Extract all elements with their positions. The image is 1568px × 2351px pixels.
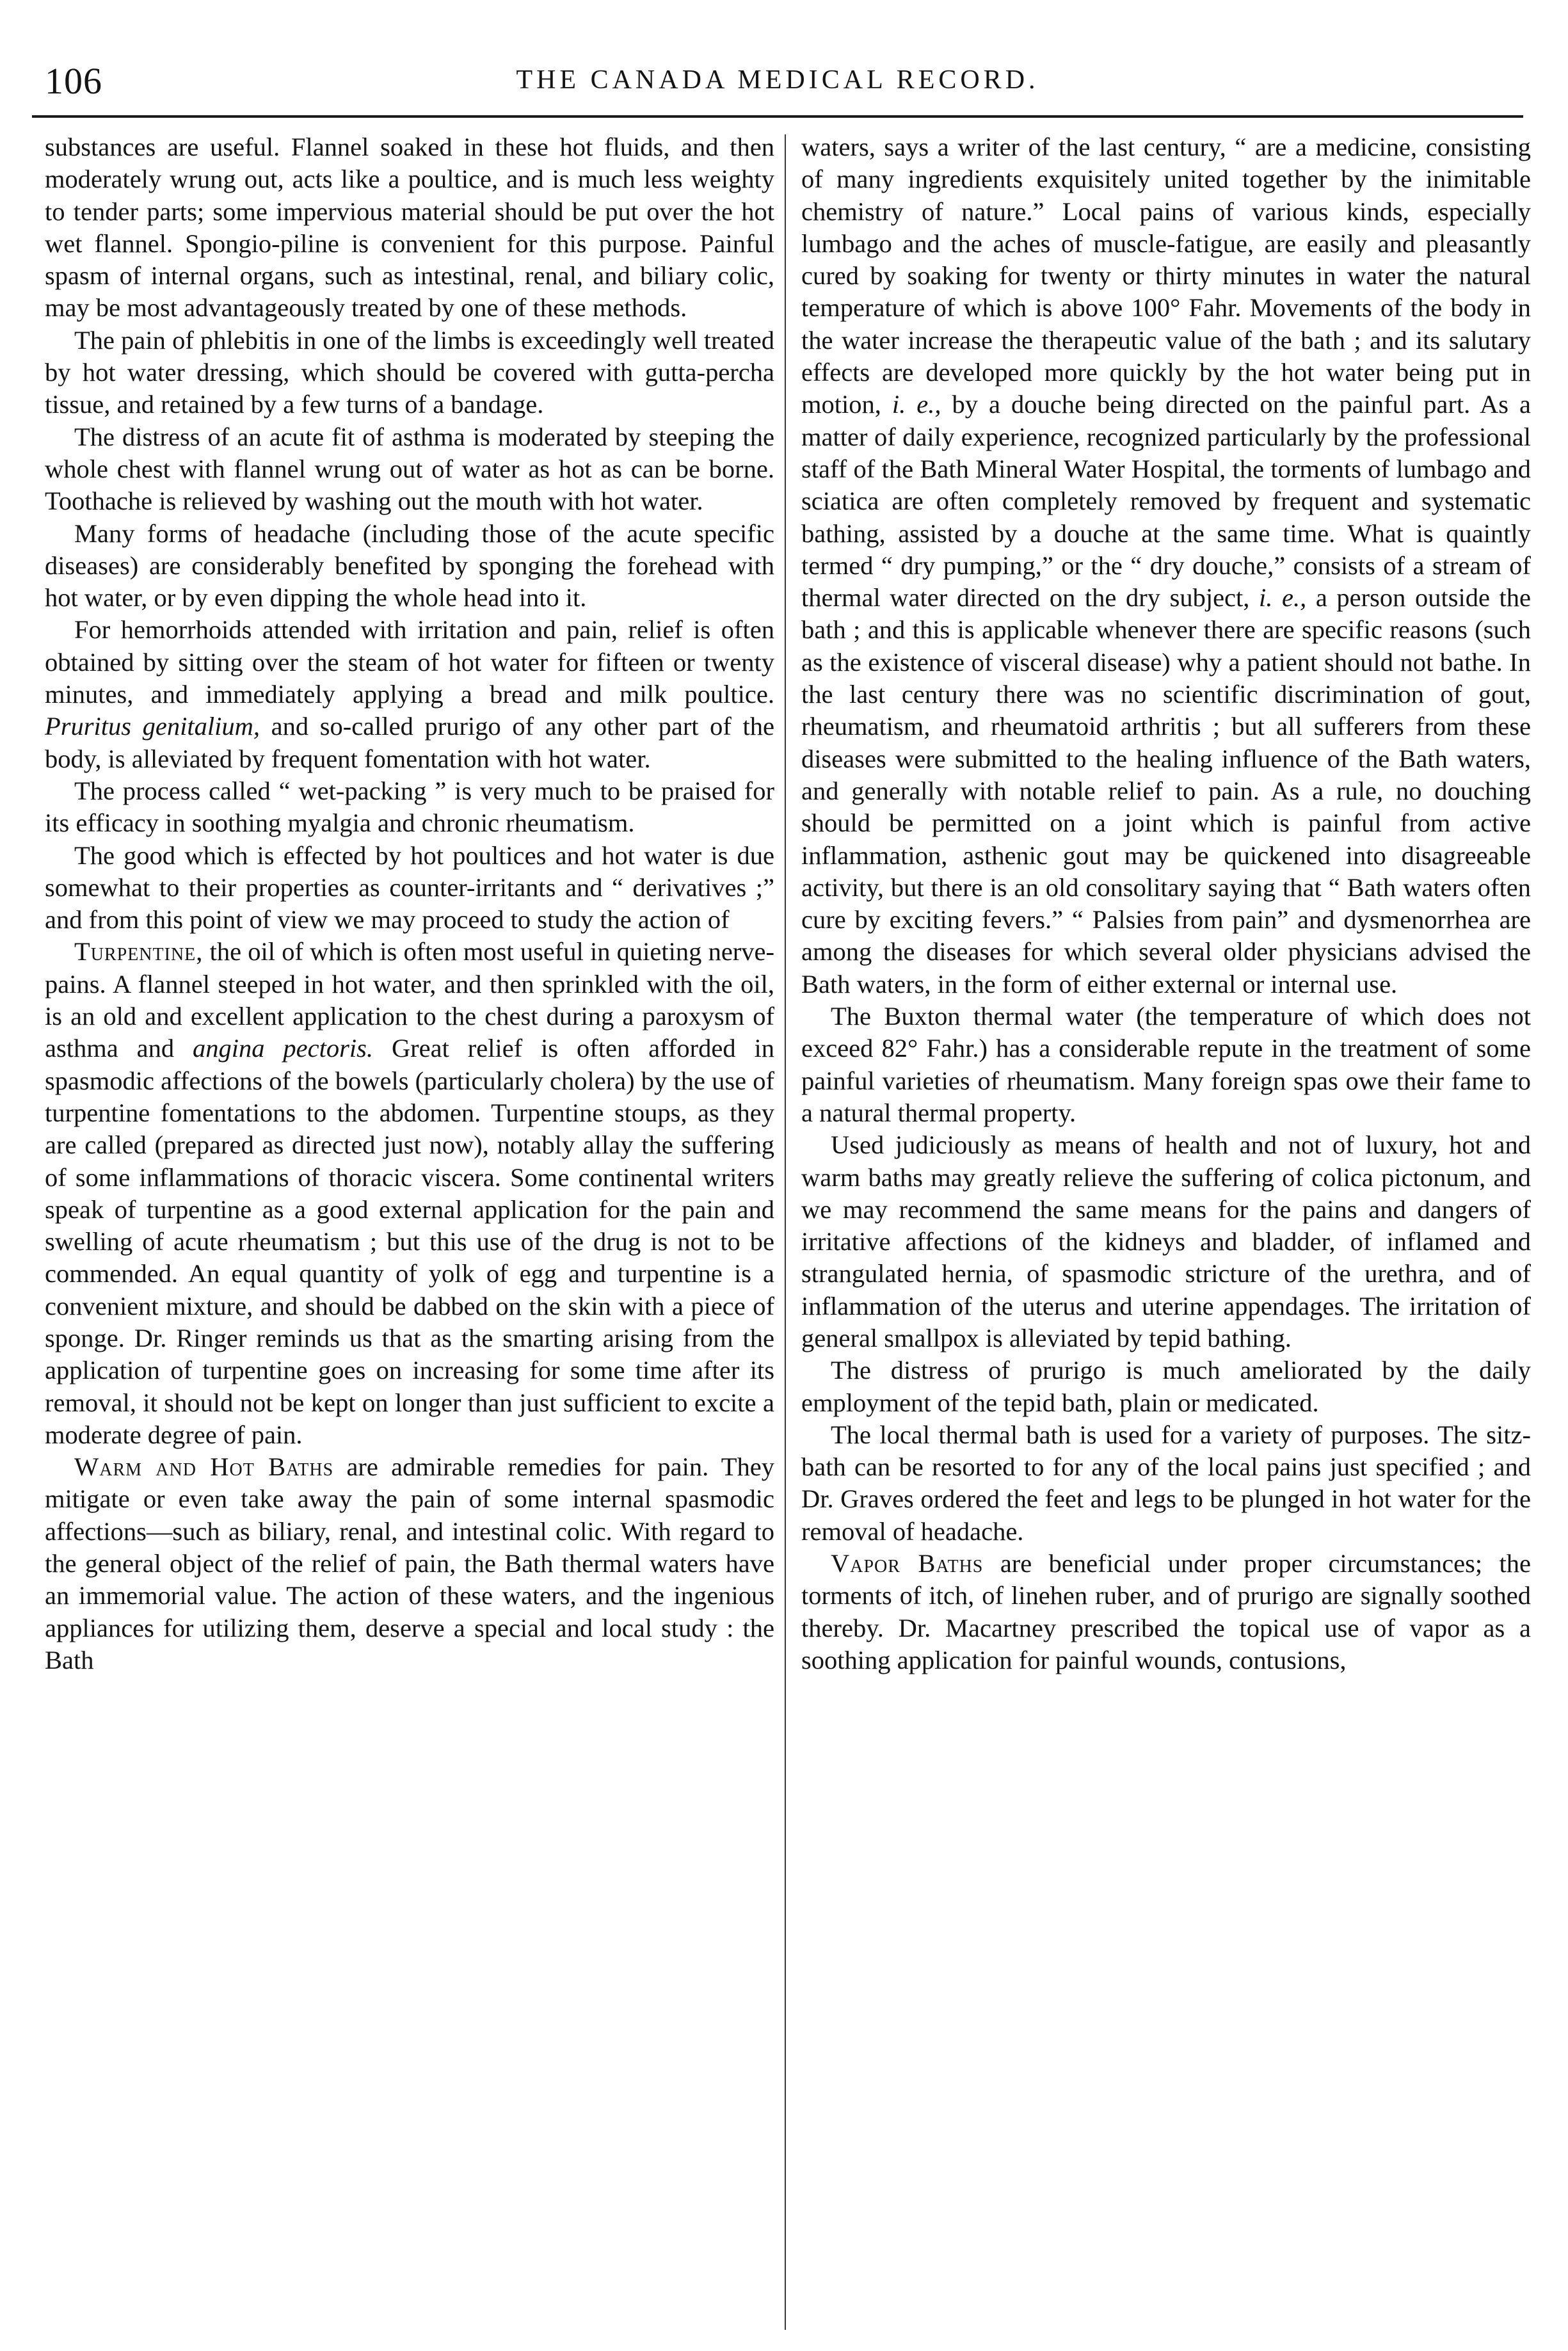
warm-baths-heading: Warm and Hot Baths (74, 1452, 334, 1482)
page-number: 106 (45, 60, 102, 102)
paragraph-hemorrhoids (45, 614, 774, 774)
bath-waters-text-b: by a douche being directed on the painful part. As a matter of daily experience, recognized particularly by the professional staff of the Bath Mineral Water Hospital, the torments of lumbago and sciatica are often completely removed by frequent and systematic bathing, assisted by a douche at the same time. What is quaintly termed “ dry pumping,” or the “ dry douche,” consists of a stream of thermal water directed on the dry subject, (801, 390, 1531, 613)
bath-waters-italic-1: i. e., (892, 390, 941, 419)
paragraph-turpentine (45, 936, 774, 1451)
paragraph-judicious-use: Used judiciously as means of health and not of luxury, hot and warm baths may greatly relieve the suffering of colica pictonum, and we may recommend the same means for the pains and dangers of irritative affections of the kidneys and bladder, of inflamed and strangulated hernia, of spasmodic stricture of the urethra, and of inflammation of the uterus and uterine appendages. The irritation of general smallpox is alleviated by tepid bathing. (801, 1130, 1531, 1352)
paragraph-phlebitis: The pain of phlebitis in one of the limbs is exceedingly well treated by hot water dressing, which should be covered with gutta-percha tissue, and retained by a few turns of a bandage. (45, 325, 774, 419)
header-rule (32, 115, 1523, 118)
left-column (45, 131, 774, 2333)
paragraph-warm-baths (45, 1451, 774, 1676)
hemorrhoids-text-b: and so-called prurigo of any other part of the body, is alleviated by frequent fomentation with hot water. (45, 712, 774, 773)
hemorrhoids-italic: Pruritus genitalium, (45, 712, 260, 741)
turpentine-text-a: the oil of which is often most useful in quieting nerve-pains. A flannel steeped in hot water, and then sprinkled with the oil, is an old and excellent application to the chest during a paroxysm of asthma and (45, 937, 774, 1063)
paragraph-headache: Many forms of headache (including those of the acute specific diseases) are considerably benefited by sponging the forehead with hot water, or by even dipping the whole head into it. (45, 518, 774, 613)
warm-baths-text: are admirable remedies for pain. They mitigate or even take away the pain of some internal spasmodic affections—such as biliary, renal, and intestinal colic. With regard to the general object of the relief of pain, the Bath thermal waters have an immemorial value. The action of these waters, and the ingenious appliances for utilizing them, deserve a special and local study : the Bath (45, 1452, 774, 1674)
hemorrhoids-text-a: For hemorrhoids attended with irritation and pain, relief is often obtained by sitting over the steam of hot water for fifteen or twenty minutes, and immediately applying a bread and milk poultice. (45, 615, 774, 709)
vapor-baths-heading: Vapor Baths (831, 1549, 984, 1578)
vapor-baths-text: are beneficial under proper circumstances; the torments of itch, of linehen ruber, and of prurigo are signally soothed thereby. Dr. Macartney prescribed the topical use of vapor as a soothing application for painful wounds, contusions, (801, 1549, 1531, 1674)
paragraph-vapor-baths (801, 1548, 1531, 1676)
bath-waters-text-a: waters, says a writer of the last century, “ are a medicine, consisting of many ingredients exquisitely united together by the inimitable chemistry of nature.” Local pains of various kinds, especially lumbago and the aches of muscle-fatigue, are easily and pleasantly cured by soaking for twenty or thirty minutes in water the natural temperature of which is above 100° Fahr. Movements of the body in the water increase the therapeutic value of the bath ; and its salutary effects are developed more quickly by the hot water being put in motion, (801, 132, 1531, 419)
turpentine-heading: Turpentine, (74, 937, 204, 967)
running-head: THE CANADA MEDICAL RECORD. (516, 65, 1039, 95)
bath-waters-italic-2: i. e., (1259, 583, 1307, 613)
bath-waters-text-c: a person outside the bath ; and this is applicable whenever there are specific reasons (such as the existence of visceral disease) why a patient should not bathe. In the last century there was no scientific discrimination of gout, rheumatism, and rheumatoid arthritis ; but all sufferers from these diseases were submitted to the healing influence of the Bath waters, and generally with notable relief to pain. As a rule, no douching should be permitted on a joint which is painful from active inflammation, asthenic gout may be quickened into disagreeable activity, but there is an old consolitary saying that “ Bath waters often cure by exciting fevers.” “ Palsies from pain” and dysmenorrhea are among the diseases for which several older physicians advised the Bath waters, in the form of either external or internal use. (801, 583, 1531, 999)
paragraph-local-bath: The local thermal bath is used for a variety of purposes. The sitz-bath can be resorted to for any of the local pains just specified ; and Dr. Graves ordered the feet and legs to be plunged in hot water for the removal of headache. (801, 1420, 1531, 1546)
paragraph-hot-fluids: substances are useful. Flannel soaked in these hot fluids, and then moderately wrung out, acts like a poultice, and is much less weighty to tender parts; some impervious material should be put over the hot wet flannel. Spongio-piline is convenient for this purpose. Painful spasm of internal organs, such as intestinal, renal, and biliary colic, may be most advantageously treated by one of these methods. (45, 132, 774, 323)
right-column (801, 131, 1531, 2333)
paragraph-poultices: The good which is effected by hot poultices and hot water is due somewhat to their properties as counter-irritants and “ derivatives ;” and from this point of view we may proceed to study the action of (45, 840, 774, 935)
paragraph-buxton: The Buxton thermal water (the temperature of which does not exceed 82° Fahr.) has a considerable repute in the treatment of some painful varieties of rheumatism. Many foreign spas owe their fame to a natural thermal property. (801, 1002, 1531, 1127)
paragraph-asthma: The distress of an acute fit of asthma is moderated by steeping the whole chest with flannel wrung out of water as hot as can be borne. Toothache is relieved by washing out the mouth with hot water. (45, 422, 774, 516)
paragraph-wet-packing: The process called “ wet-packing ” is very much to be praised for its efficacy in soothing myalgia and chronic rheumatism. (45, 776, 774, 838)
paragraph-prurigo: The distress of prurigo is much ameliorated by the daily employment of the tepid bath, plain or medicated. (801, 1356, 1531, 1417)
page-header (32, 48, 1523, 106)
turpentine-italic: angina pectoris. (193, 1034, 374, 1063)
column-divider (785, 134, 786, 2330)
paragraph-bath-waters (801, 131, 1531, 1000)
turpentine-text-b: Great relief is often afforded in spasmodic affections of the bowels (particularly cholera) by the use of turpentine fomentations to the abdomen. Turpentine stoups, as they are called (prepared as directed just now), notably allay the suffering of some inflammations of thoracic viscera. Some continental writers speak of turpentine as a good external application for the pain and swelling of acute rheumatism ; but this use of the drug is not to be commended. An equal quantity of yolk of egg and turpentine is a convenient mixture, and should be dabbed on the skin with a piece of sponge. Dr. Ringer reminds us that as the smarting arising from the application of turpentine goes on increasing for some time after its removal, it should not be kept on longer than just sufficient to excite a moderate degree of pain. (45, 1034, 774, 1449)
